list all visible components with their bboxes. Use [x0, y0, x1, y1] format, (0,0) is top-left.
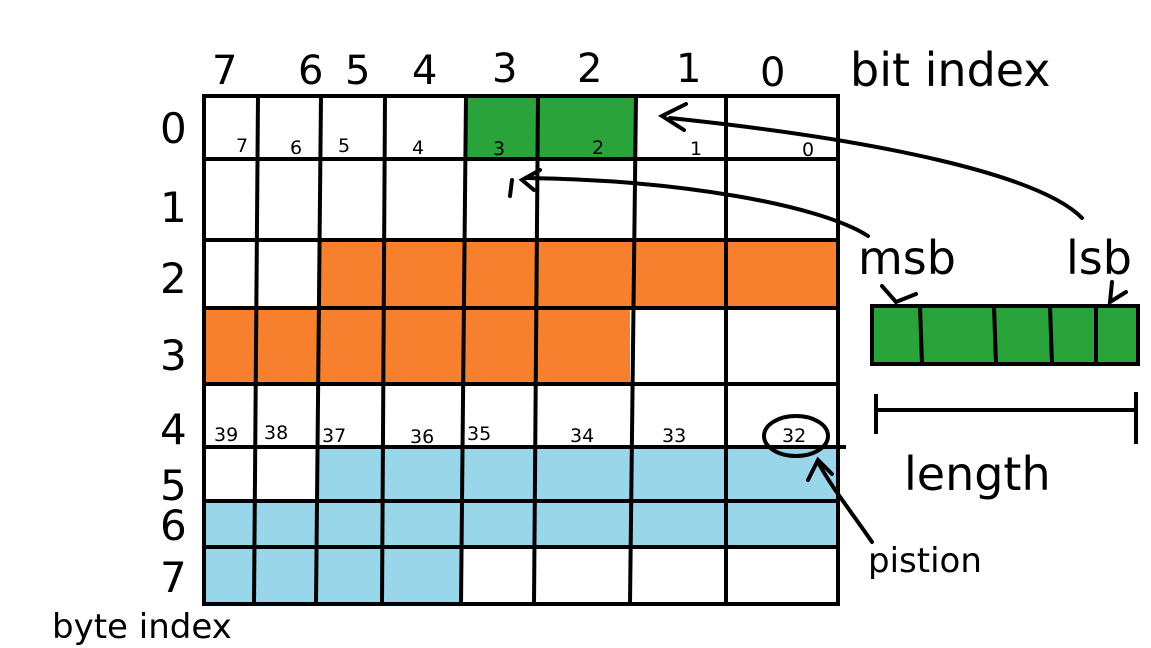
bit-header-6: 6 [298, 48, 324, 94]
field-bar [872, 306, 1138, 364]
bit-index-label: bit index [850, 43, 1051, 97]
bit-header-5: 5 [345, 48, 371, 94]
blue-row5 [316, 447, 838, 501]
bit-header-7: 7 [212, 48, 238, 94]
bit-header-4: 4 [412, 48, 438, 94]
row4-cell-33: 33 [662, 425, 687, 447]
blue-row7 [205, 547, 461, 603]
lsb-to-bit1-arrow [670, 118, 1082, 218]
row0-cell-0: 0 [802, 139, 815, 161]
row-label-4: 4 [160, 405, 187, 454]
row-label-5: 5 [160, 461, 187, 510]
bit-header-2: 2 [577, 46, 603, 92]
orange-row2 [320, 240, 838, 308]
bit-header-0: 0 [760, 50, 786, 96]
msb-pointer [882, 286, 916, 302]
row4-cell-35: 35 [467, 423, 492, 445]
position-label: pistion [868, 541, 982, 581]
blue-row6 [205, 501, 838, 547]
length-label: length [904, 447, 1051, 501]
row-label-0: 0 [160, 104, 187, 153]
row0-cell-1: 1 [690, 138, 703, 160]
row0-cell-5: 5 [338, 135, 351, 157]
field-bar-body [872, 306, 1138, 364]
row4-cell-32: 32 [782, 425, 807, 447]
row4-cell-37: 37 [322, 425, 347, 447]
msb-tick [510, 180, 512, 196]
lsb-label: lsb [1066, 231, 1132, 285]
row-label-7: 7 [160, 553, 187, 602]
blue-field [205, 447, 838, 603]
lsb-pointer [1110, 282, 1126, 302]
row0-cell-7: 7 [236, 135, 249, 157]
row4-cell-34: 34 [570, 425, 595, 447]
row0-cell-3: 3 [493, 138, 506, 160]
row0-cell-2: 2 [592, 137, 605, 159]
length-dimension [874, 392, 1136, 444]
row-label-2: 2 [160, 254, 187, 303]
msb-to-byte1-arrow [526, 178, 868, 236]
orange-row3 [205, 308, 630, 384]
row0-cell-4: 4 [412, 137, 425, 159]
row4-cell-39: 39 [214, 424, 239, 446]
bit-index-header [212, 43, 1051, 97]
byte-index-label: byte index [52, 607, 232, 647]
bit-header-1: 1 [676, 46, 702, 92]
row4-cell-36: 36 [410, 426, 435, 448]
row0-cell-6: 6 [290, 137, 303, 159]
green-cell-bit2 [538, 97, 636, 159]
row4-cell-38: 38 [264, 422, 289, 444]
row-label-6: 6 [160, 501, 187, 550]
bit-header-3: 3 [492, 46, 518, 92]
orange-field [205, 240, 838, 384]
msb-label: msb [858, 231, 956, 285]
row-label-1: 1 [160, 183, 187, 232]
row4-cell-labels [214, 422, 806, 448]
row-label-3: 3 [160, 331, 187, 380]
green-field [466, 97, 636, 159]
